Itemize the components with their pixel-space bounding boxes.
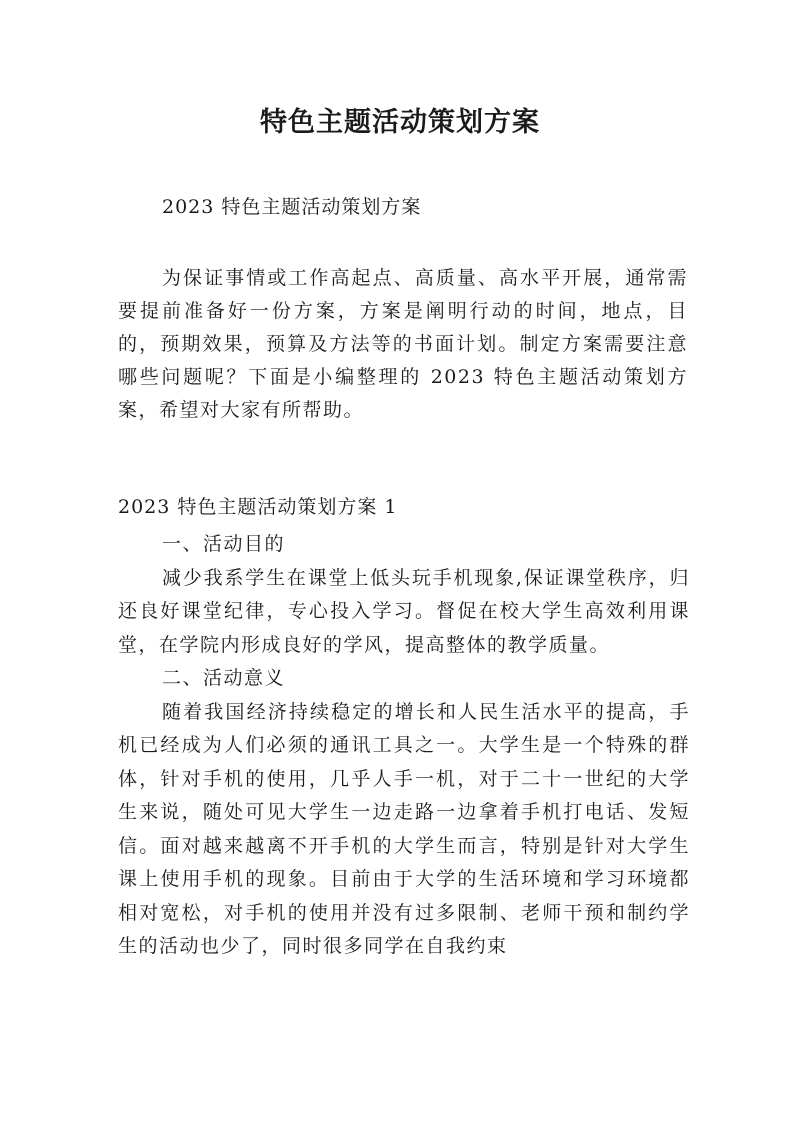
heading-activity-purpose: 一、活动目的 — [162, 533, 286, 555]
paragraph-activity-significance: 随着我国经济持续稳定的增长和人民生活水平的提高，手机已经成为人们必须的通讯工具之一。大学生是一个特殊的群体，针对手机的使用，几乎人手一机，对于二十一世纪的大学生来说，随处可见大学生一边走路一边拿着手机打电话、发短信。面对越来越离不开手机的大学生而言，特别是针对大学生课上使用手机的现象。目前由于大学的生活环境和学习环境都相对宽松，对手机的使用并没有过多限制、老师干预和制约学生的活动也少了，同时很多同学在自我约束 — [118, 700, 690, 957]
document-title: 特色主题活动策划方案 — [260, 107, 540, 138]
document-subtitle: 2023 特色主题活动策划方案 — [162, 196, 422, 218]
section-title: 2023 特色主题活动策划方案 1 — [118, 496, 398, 518]
section-body — [118, 528, 690, 964]
heading-activity-significance: 二、活动意义 — [162, 667, 286, 689]
paragraph-activity-purpose: 减少我系学生在课堂上低头玩手机现象,保证课堂秩序，归还良好课堂纪律，专心投入学习。督促在校大学生高效利用课堂，在学院内形成良好的学风，提高整体的教学质量。 — [118, 566, 690, 656]
intro-paragraph: 为保证事情或工作高起点、高质量、高水平开展，通常需要提前准备好一份方案，方案是阐明行动的时间，地点，目的，预期效果，预算及方法等的书面计划。制定方案需要注意哪些问题呢？下面是小编整理的 2023 特色主题活动策划方案，希望对大家有所帮助。 — [118, 267, 688, 421]
